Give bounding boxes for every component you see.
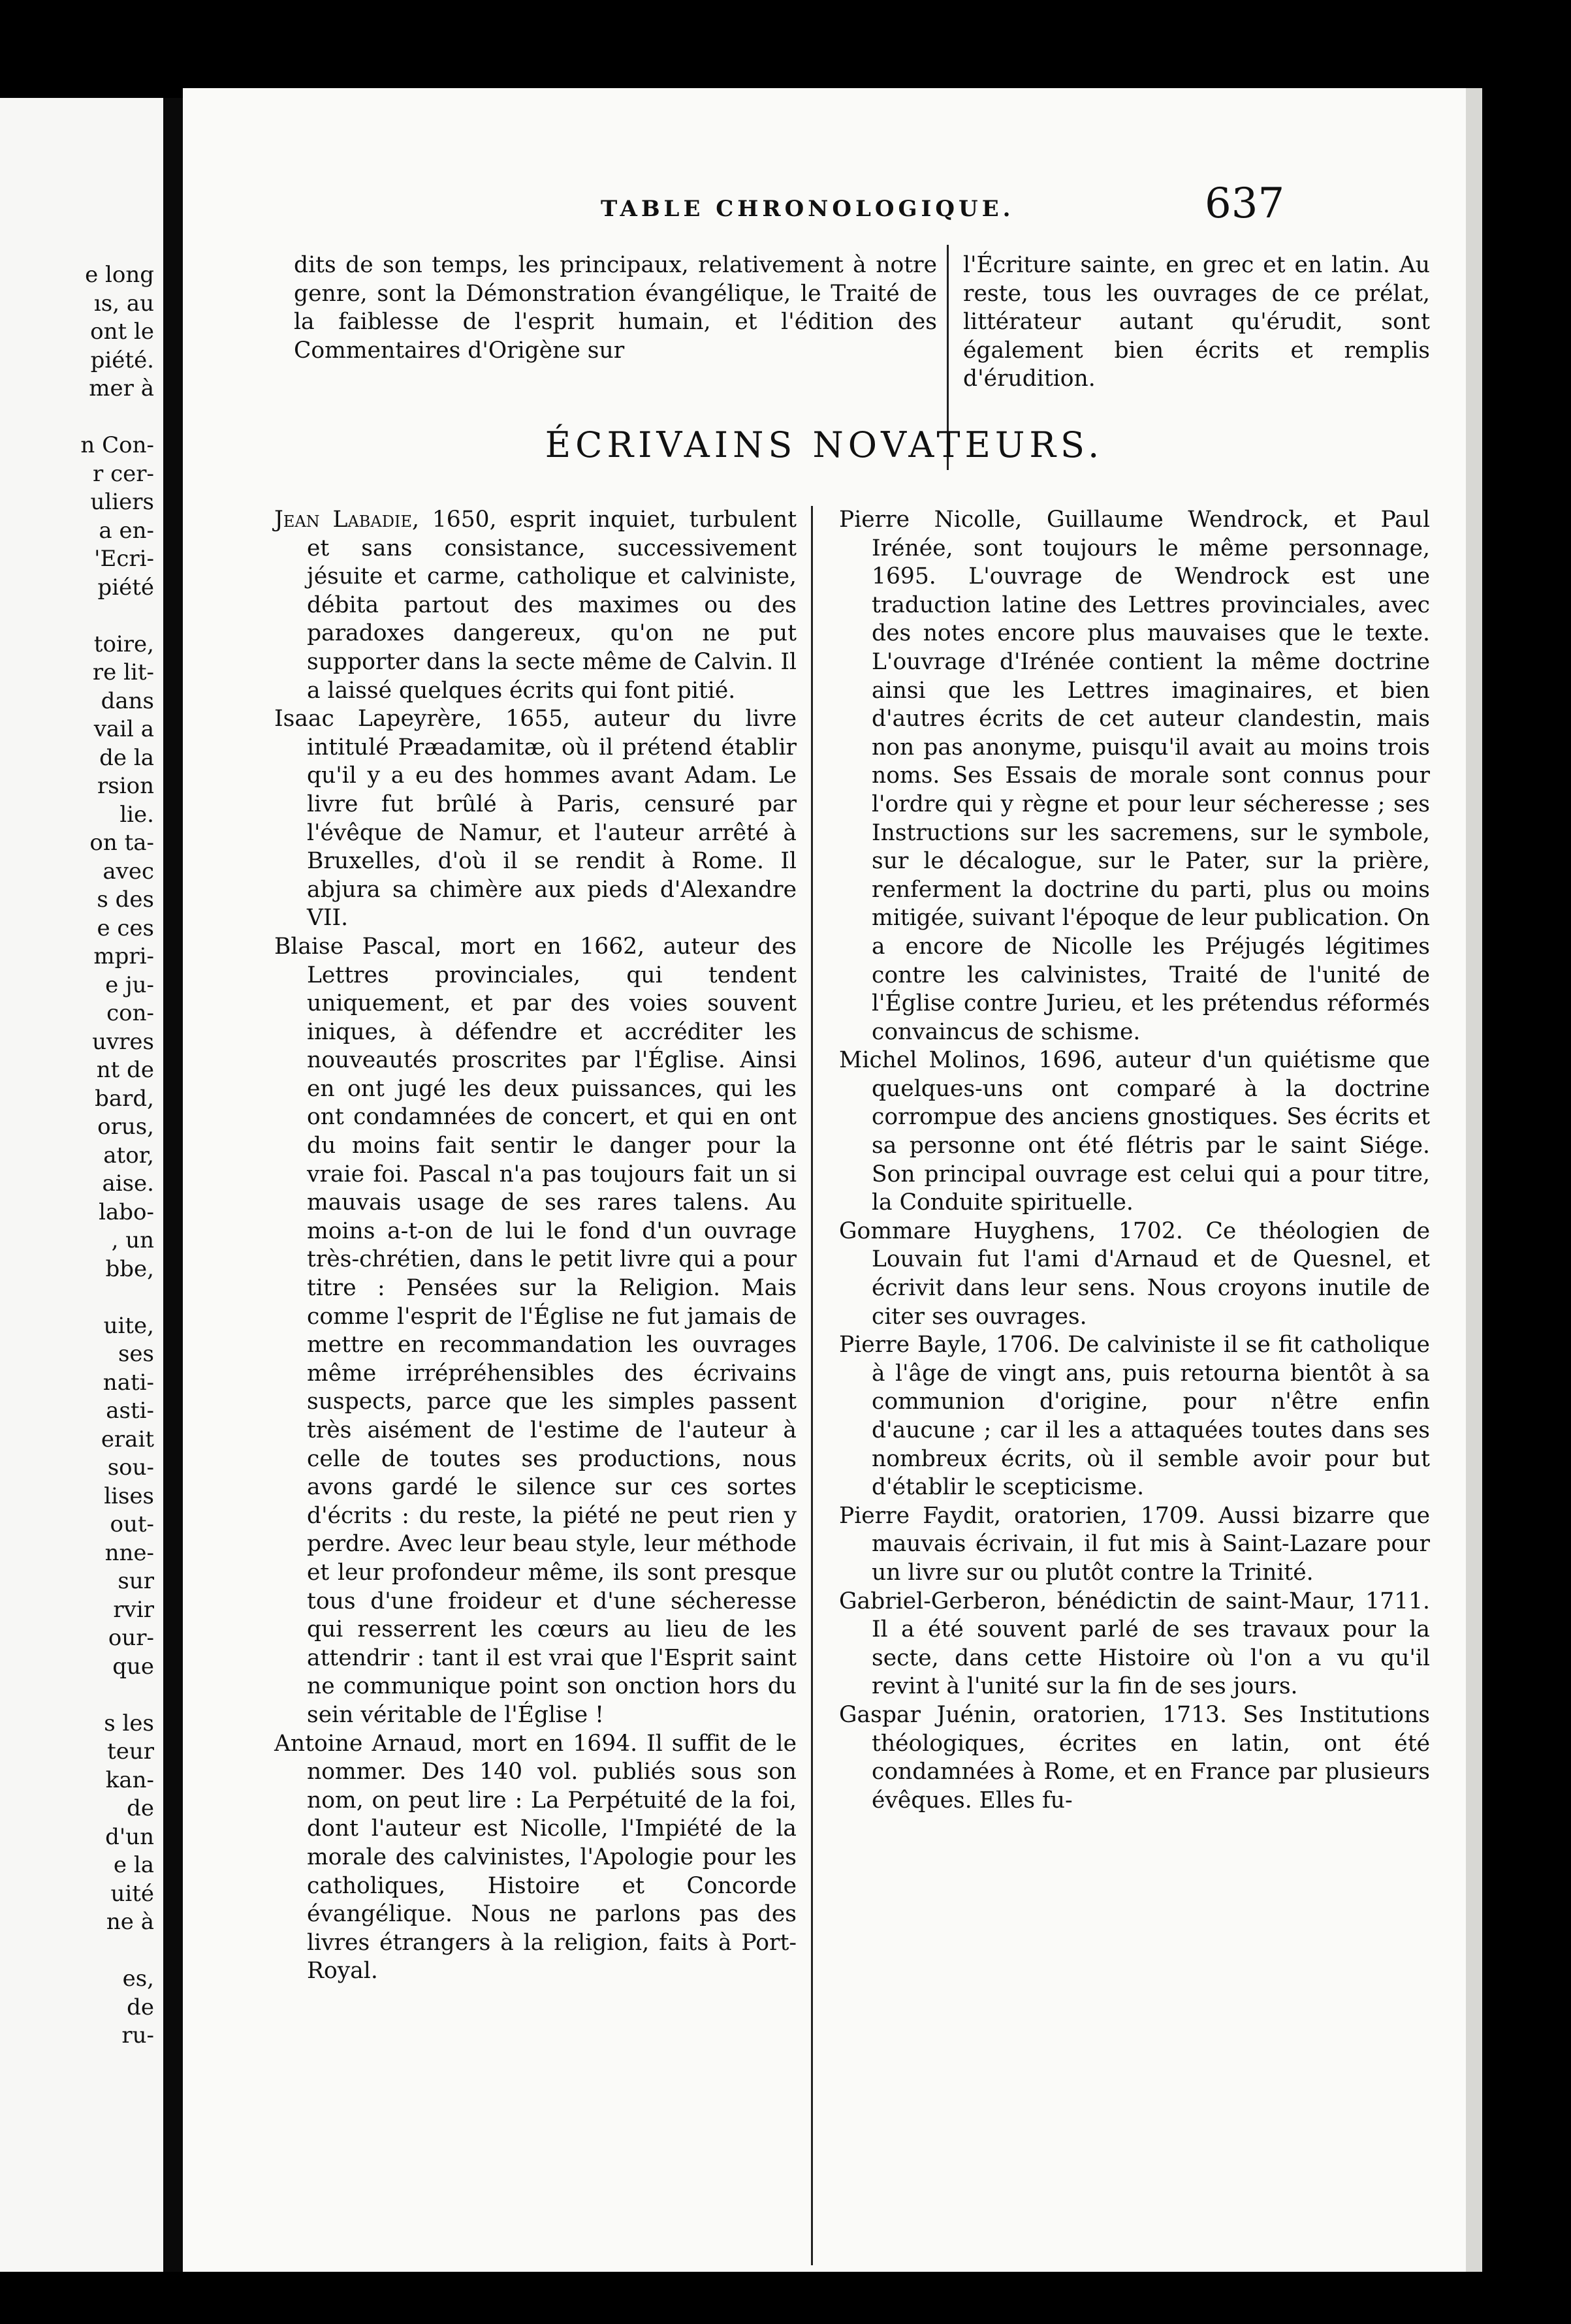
facing-page-line: s des xyxy=(97,887,154,913)
facing-page-line: que xyxy=(112,1653,154,1680)
facing-page-line: nt de xyxy=(96,1057,154,1083)
facing-page-line: avec xyxy=(103,858,154,885)
facing-page-line: mer à xyxy=(89,375,154,401)
facing-page-line: uité xyxy=(110,1880,154,1907)
facing-page-line: mpri- xyxy=(93,943,154,969)
entry-name: Pierre Nicolle xyxy=(839,507,1015,533)
facing-page-fragment xyxy=(0,98,163,2272)
facing-page-line: bard, xyxy=(95,1085,154,1112)
entry-text: , 1706. De calviniste il se fit catholique à l'âge de vingt ans, puis retourna bientôt à sa communion d'origine, pour n'être enfin d'aucune ; car il les a attaquées toutes dans ses nombreux écrits, où il semble avoir pour but d'établir le scepticisme. xyxy=(872,1332,1430,1501)
facing-page-line: rsion xyxy=(97,773,154,799)
entry-text: , 1650, esprit inquiet, turbulent et sans consistance, successivement jésuite et carme, catholique et calviniste, débita partout des maximes ou des paradoxes dangereux, qu'on ne put supporter dans la secte même de Calvin. Il a laissé quelques écrits qui font pitié. xyxy=(307,507,797,704)
entry-text: , oratorien, 1713. Ses Institutions théologiques, écrites en latin, ont été condamnées à Rome, et en France par plusieurs évêques. Elles fu- xyxy=(872,1701,1431,1814)
top-right-paragraph xyxy=(963,251,1430,394)
section-title: ÉCRIVAINS NOVATEURS. xyxy=(545,424,1104,465)
entry-name: Pierre Faydit xyxy=(839,1502,994,1529)
facing-page-line: e long xyxy=(85,262,154,288)
entry-name: Michel Molinos xyxy=(839,1047,1020,1074)
entry xyxy=(839,1588,1430,1701)
facing-page-line: e ces xyxy=(97,915,154,941)
book-gutter xyxy=(163,98,183,2272)
entry xyxy=(839,1701,1430,1815)
facing-page-line: de xyxy=(127,1795,154,1821)
running-head: TABLE CHRONOLOGIQUE. xyxy=(601,196,1015,222)
entry xyxy=(274,933,797,1730)
column-rule xyxy=(811,506,813,2265)
book-page xyxy=(183,88,1466,2272)
top-left-paragraph xyxy=(294,251,937,365)
entry-name: Gabriel-Gerberon xyxy=(839,1588,1040,1614)
entry-name: Gaspar Juénin xyxy=(839,1701,1010,1728)
entry xyxy=(839,506,1430,1046)
facing-page-line: n Con- xyxy=(80,432,154,458)
right-column xyxy=(839,506,1430,1815)
entry-name: Pierre Bayle xyxy=(839,1332,981,1358)
facing-page-line: uite, xyxy=(103,1312,154,1339)
facing-page-line: out- xyxy=(110,1511,154,1537)
entry xyxy=(839,1502,1430,1588)
facing-page-line: e la xyxy=(113,1852,154,1878)
facing-page-line: bbe, xyxy=(105,1255,154,1282)
facing-page-line: on ta- xyxy=(89,830,154,856)
facing-page-line: vail a xyxy=(93,716,154,742)
facing-page-line: sur xyxy=(118,1568,154,1594)
facing-page-line: ne à xyxy=(106,1909,154,1935)
facing-page-line: d'un xyxy=(105,1823,154,1850)
facing-page-line: s les xyxy=(104,1710,154,1736)
entry-text: , 1702. Ce théologien de Louvain fut l'ami d'Arnaud et de Quesnel, et écrivit dans leur sens. Nous croyons inutile de citer ses ouvrages. xyxy=(872,1217,1430,1330)
entry-name: Isaac Lapeyrère xyxy=(274,706,475,732)
facing-page-line: nne- xyxy=(104,1539,154,1566)
top-left-text: dits de son temps, les principaux, relativement à notre genre, sont la Démonstration évangélique, le Traité de la faiblesse de l'esprit humain, et l'édition des Commentaires d'Origène sur xyxy=(294,252,937,364)
facing-page-line: de la xyxy=(99,744,154,771)
entry-name: Antoine Arnaud xyxy=(274,1730,456,1757)
entry xyxy=(839,1217,1430,1331)
entry xyxy=(839,1331,1430,1502)
entry-name: Jean Labadie xyxy=(274,507,412,533)
facing-page-line: ıs, au xyxy=(93,290,154,317)
facing-page-line: sou- xyxy=(107,1454,154,1481)
entry-text: , mort en 1694. Il suffit de le nommer. Des 140 vol. publiés sous son nom, on peut lire : La Perpétuité de la foi, dont l'auteur est Nicolle, l'Impiété de la morale des calvinistes, l'Apologie pour les catholiques, Histoire et Concorde évangélique. Nous ne parlons pas des livres étrangers à la religion, faits à Port-Royal. xyxy=(307,1730,797,1985)
facing-page-line: lie. xyxy=(119,801,154,828)
facing-page-line: teur xyxy=(107,1738,154,1765)
facing-page-line: nati- xyxy=(103,1369,154,1396)
entry-name: Blaise Pascal xyxy=(274,933,435,960)
facing-page-line: kan- xyxy=(105,1767,154,1793)
facing-page-line: a en- xyxy=(99,517,154,544)
page-edge xyxy=(1466,88,1482,2272)
facing-page-line: our- xyxy=(108,1625,154,1651)
facing-page-line: toire, xyxy=(93,631,154,657)
facing-page-line: 'Ecri- xyxy=(94,546,154,572)
entry xyxy=(274,705,797,933)
entry-text: , 1655, auteur du livre intitulé Præadamitæ, où il prétend établir qu'il y a eu des hommes avant Adam. Le livre fut brûlé à Paris, censuré par l'évêque de Namur, et l'auteur arrêté à Bruxelles, d'où il se rendit à Rome. Il abjura sa chimère aux pieds d'Alexandre VII. xyxy=(307,706,797,932)
facing-page-line: orus, xyxy=(97,1114,154,1140)
facing-page-line: , un xyxy=(111,1227,154,1253)
facing-page-line: erait xyxy=(101,1426,154,1452)
entry-text: , Guillaume Wendrock, et Paul Irénée, sont toujours le même personnage, 1695. L'ouvrage de Wendrock est une traduction latine des Lettres provinciales, avec des notes encore plus mauvaises que le texte. L'ouvrage d'Irénée contient la même doctrine ainsi que les Lettres imaginaires, et bien d'autres écrits de cet auteur clandestin, mais non pas anonyme, puisqu'il avait au moins trois noms. Ses Essais de morale sont connus pour l'ordre qui y règne et pour leur sécheresse ; ses Instructions sur les sacremens, sur le symbole, sur le décalogue, sur le Pater, sur la prière, renferment la doctrine du parti, plus ou moins mitigée, suivant l'époque de leur publication. On a encore de Nicolle les Préjugés légitimes contre les calvinistes, Traité de l'unité de l'Église contre Jurieu, et les prétendus réformés convaincus de schisme. xyxy=(872,507,1430,1045)
page-number: 637 xyxy=(1205,180,1285,228)
facing-page-line: con- xyxy=(106,1000,154,1026)
facing-page-line: ses xyxy=(118,1341,154,1367)
facing-page-line: de xyxy=(127,1994,154,2020)
facing-page-line: asti- xyxy=(106,1398,154,1424)
facing-page-line: es, xyxy=(122,1966,154,1992)
facing-page-line: rvir xyxy=(113,1596,154,1623)
facing-page-line: re lit- xyxy=(92,659,154,685)
entry-text: , 1696, auteur d'un quiétisme que quelques-uns ont comparé à la doctrine corrompue des anciens gnostiques. Ses écrits et sa personne ont été flétris par le saint Siége. Son principal ouvrage est celui qui a pour titre, la Conduite spirituelle. xyxy=(872,1047,1430,1216)
top-right-text: l'Écriture sainte, en grec et en latin. Au reste, tous les ouvrages de ce prélat, littérateur autant qu'érudit, sont également bien écrits et remplis d'érudition. xyxy=(963,252,1430,392)
facing-page-line: dans xyxy=(101,687,154,714)
facing-page-line: lises xyxy=(104,1483,154,1509)
facing-page-line: e ju- xyxy=(105,971,154,998)
facing-page-line: ont le xyxy=(90,319,154,345)
entry xyxy=(274,506,797,705)
facing-page-line: ator, xyxy=(103,1142,154,1169)
facing-page-line: piété. xyxy=(90,347,154,373)
facing-page-line: r cer- xyxy=(93,460,154,487)
entry-text: , mort en 1662, auteur des Lettres provinciales, qui tendent uniquement, et par des voies souvent iniques, à défendre et accréditer les nouveautés proscrites par l'Église. Ainsi en ont jugé les deux puissances, qui les ont condamnées de concert, et qui en ont du moins fait sentir le danger pour la vraie foi. Pascal n'a pas toujours fait un si mauvais usage de ses rares talens. Au moins a-t-on de lui le fond d'un ouvrage très-chrétien, dans le petit livre qui a pour titre : Pensées sur la Religion. Mais comme l'esprit de l'Église ne fut jamais de mettre en recommandation les ouvrages même irrépréhensibles des écrivains suspects, parce que les simples passent très aisément de l'estime de l'auteur à celle de toutes ses productions, nous avons gardé le silence sur ces sortes d'écrits : du reste, la piété ne peut rien y perdre. Avec leur beau style, leur méthode et leur profondeur même, ils sont presque tous d'une froideur et d'une sécheresse qui resserrent les cœurs au lieu de les attendrir : tant il est vrai que l'Esprit saint ne communique point son onction hors du sein véritable de l'Église ! xyxy=(307,933,797,1728)
entry-name: Gommare Huyghens xyxy=(839,1217,1089,1244)
left-column xyxy=(274,506,797,1986)
facing-page-line: aise. xyxy=(102,1170,154,1197)
entry xyxy=(274,1730,797,1986)
facing-page-line: piété xyxy=(97,574,154,601)
entry-text: , oratorien, 1709. Aussi bizarre que mauvais écrivain, il fut mis à Saint-Lazare pour un livre sur ou plutôt contre la Trinité. xyxy=(872,1502,1430,1586)
facing-page-line: uliers xyxy=(90,489,154,515)
facing-page-line: uvres xyxy=(92,1028,154,1055)
entry xyxy=(839,1046,1430,1217)
facing-page-line: ru- xyxy=(121,2022,154,2049)
facing-page-line: labo- xyxy=(99,1199,154,1225)
entry-text: , bénédictin de saint-Maur, 1711. Il a été souvent parlé de ses travaux pour la secte, dans cette Histoire où l'on a vu qu'il revint à l'unité sur la fin de ses jours. xyxy=(872,1588,1430,1700)
